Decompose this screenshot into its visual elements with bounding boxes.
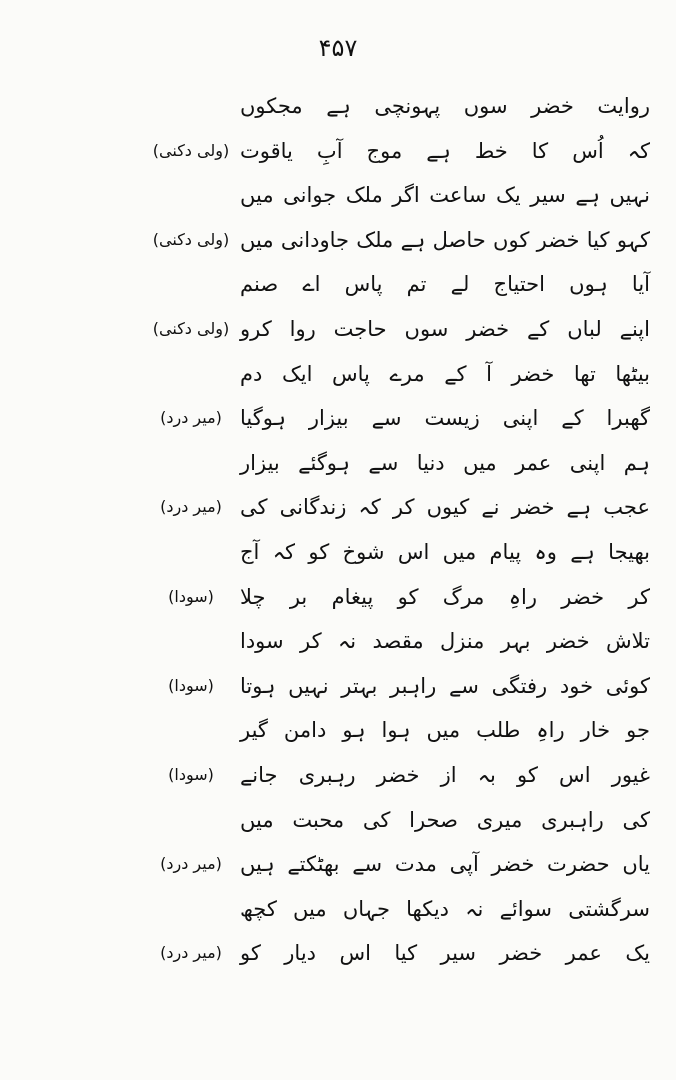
verse-line xyxy=(150,708,650,753)
poet-attribution: (ولی دکنی) xyxy=(152,318,230,338)
verse-line xyxy=(150,530,650,575)
verse-line xyxy=(150,798,650,843)
poet-attribution: (ولی دکنی) xyxy=(152,140,230,160)
verse-text: کی راہبری میری صحرا کی محبت میں xyxy=(240,807,650,832)
verse-line xyxy=(150,887,650,932)
verse-text: کہ اُس کا خط ہے موج آبِ یاقوت xyxy=(240,138,650,163)
verse-line xyxy=(150,931,650,976)
verse-text: غیور اس کو بہ از خضر رہبری جانے xyxy=(240,762,650,787)
verse-text: آیا ہوں احتیاج لے تم پاس اے صنم xyxy=(240,272,650,297)
poet-attribution: (ولی دکنی) xyxy=(152,229,230,249)
poet-attribution: (میر درد) xyxy=(160,854,222,874)
poet-attribution: (سودا) xyxy=(168,586,214,606)
verse-text: گھبرا کے اپنی زیست سے بیزار ہوگیا xyxy=(240,406,650,431)
verse-line xyxy=(150,441,650,486)
verse-text: ہم اپنی عمر میں دنیا سے ہوگئے بیزار xyxy=(240,450,650,475)
verse-text: جو خار راہِ طلب میں ہوا ہو دامن گیر xyxy=(240,718,650,743)
verse-line xyxy=(150,753,650,798)
verse-line xyxy=(150,396,650,441)
verse-line xyxy=(150,84,650,129)
verse-text: کوئی خود رفتگی سے راہبر بہتر نہیں ہوتا xyxy=(240,673,650,698)
verse-text: تلاش خضر بہر منزل مقصد نہ کر سودا xyxy=(240,629,650,654)
verse-line xyxy=(150,619,650,664)
verse-text: بھیجا ہے وہ پیام میں اس شوخ کو کہ آج xyxy=(240,539,650,564)
verse-text: روایت خضر سوں پہونچی ہے مجکوں xyxy=(240,94,650,118)
verse-text: یاں حضرت خضر آپی مدت سے بھٹکتے ہیں xyxy=(240,852,650,877)
poet-attribution: (سودا) xyxy=(168,675,214,695)
verse-line xyxy=(150,842,650,887)
page-number: ۴۵۷ xyxy=(318,34,358,62)
verse-line xyxy=(150,485,650,530)
verse-line xyxy=(150,129,650,174)
verse-text: سرگشتی سوائے نہ دیکھا جہاں میں کچھ xyxy=(240,896,650,921)
verse-line xyxy=(150,173,650,218)
verse-list xyxy=(150,84,650,976)
poet-attribution: (میر درد) xyxy=(160,943,222,963)
verse-line xyxy=(150,575,650,620)
verse-text: نہیں ہے سیر یک ساعت اگر ملک جوانی میں xyxy=(240,183,650,208)
poet-attribution: (سودا) xyxy=(168,764,214,784)
poet-attribution: (میر درد) xyxy=(160,497,222,517)
verse-line xyxy=(150,352,650,397)
verse-text: بیٹھا تھا خضر آ کے مرے پاس ایک دم xyxy=(240,361,650,386)
verse-line xyxy=(150,218,650,263)
verse-text: عجب ہے خضر نے کیوں کر کہ زندگانی کی xyxy=(240,495,650,520)
verse-line xyxy=(150,307,650,352)
verse-line xyxy=(150,664,650,709)
verse-text: یک عمر خضر سیر کیا اس دیار کو xyxy=(240,941,650,966)
verse-text: کر خضر راہِ مرگ کو پیغام بر چلا xyxy=(240,584,650,609)
poet-attribution: (میر درد) xyxy=(160,408,222,428)
verse-line xyxy=(150,262,650,307)
verse-text: اپنے لباں کے خضر سوں حاجت روا کرو xyxy=(240,316,650,341)
verse-text: کہو کیا خضر کوں حاصل ہے ملک جاودانی میں xyxy=(240,227,650,252)
